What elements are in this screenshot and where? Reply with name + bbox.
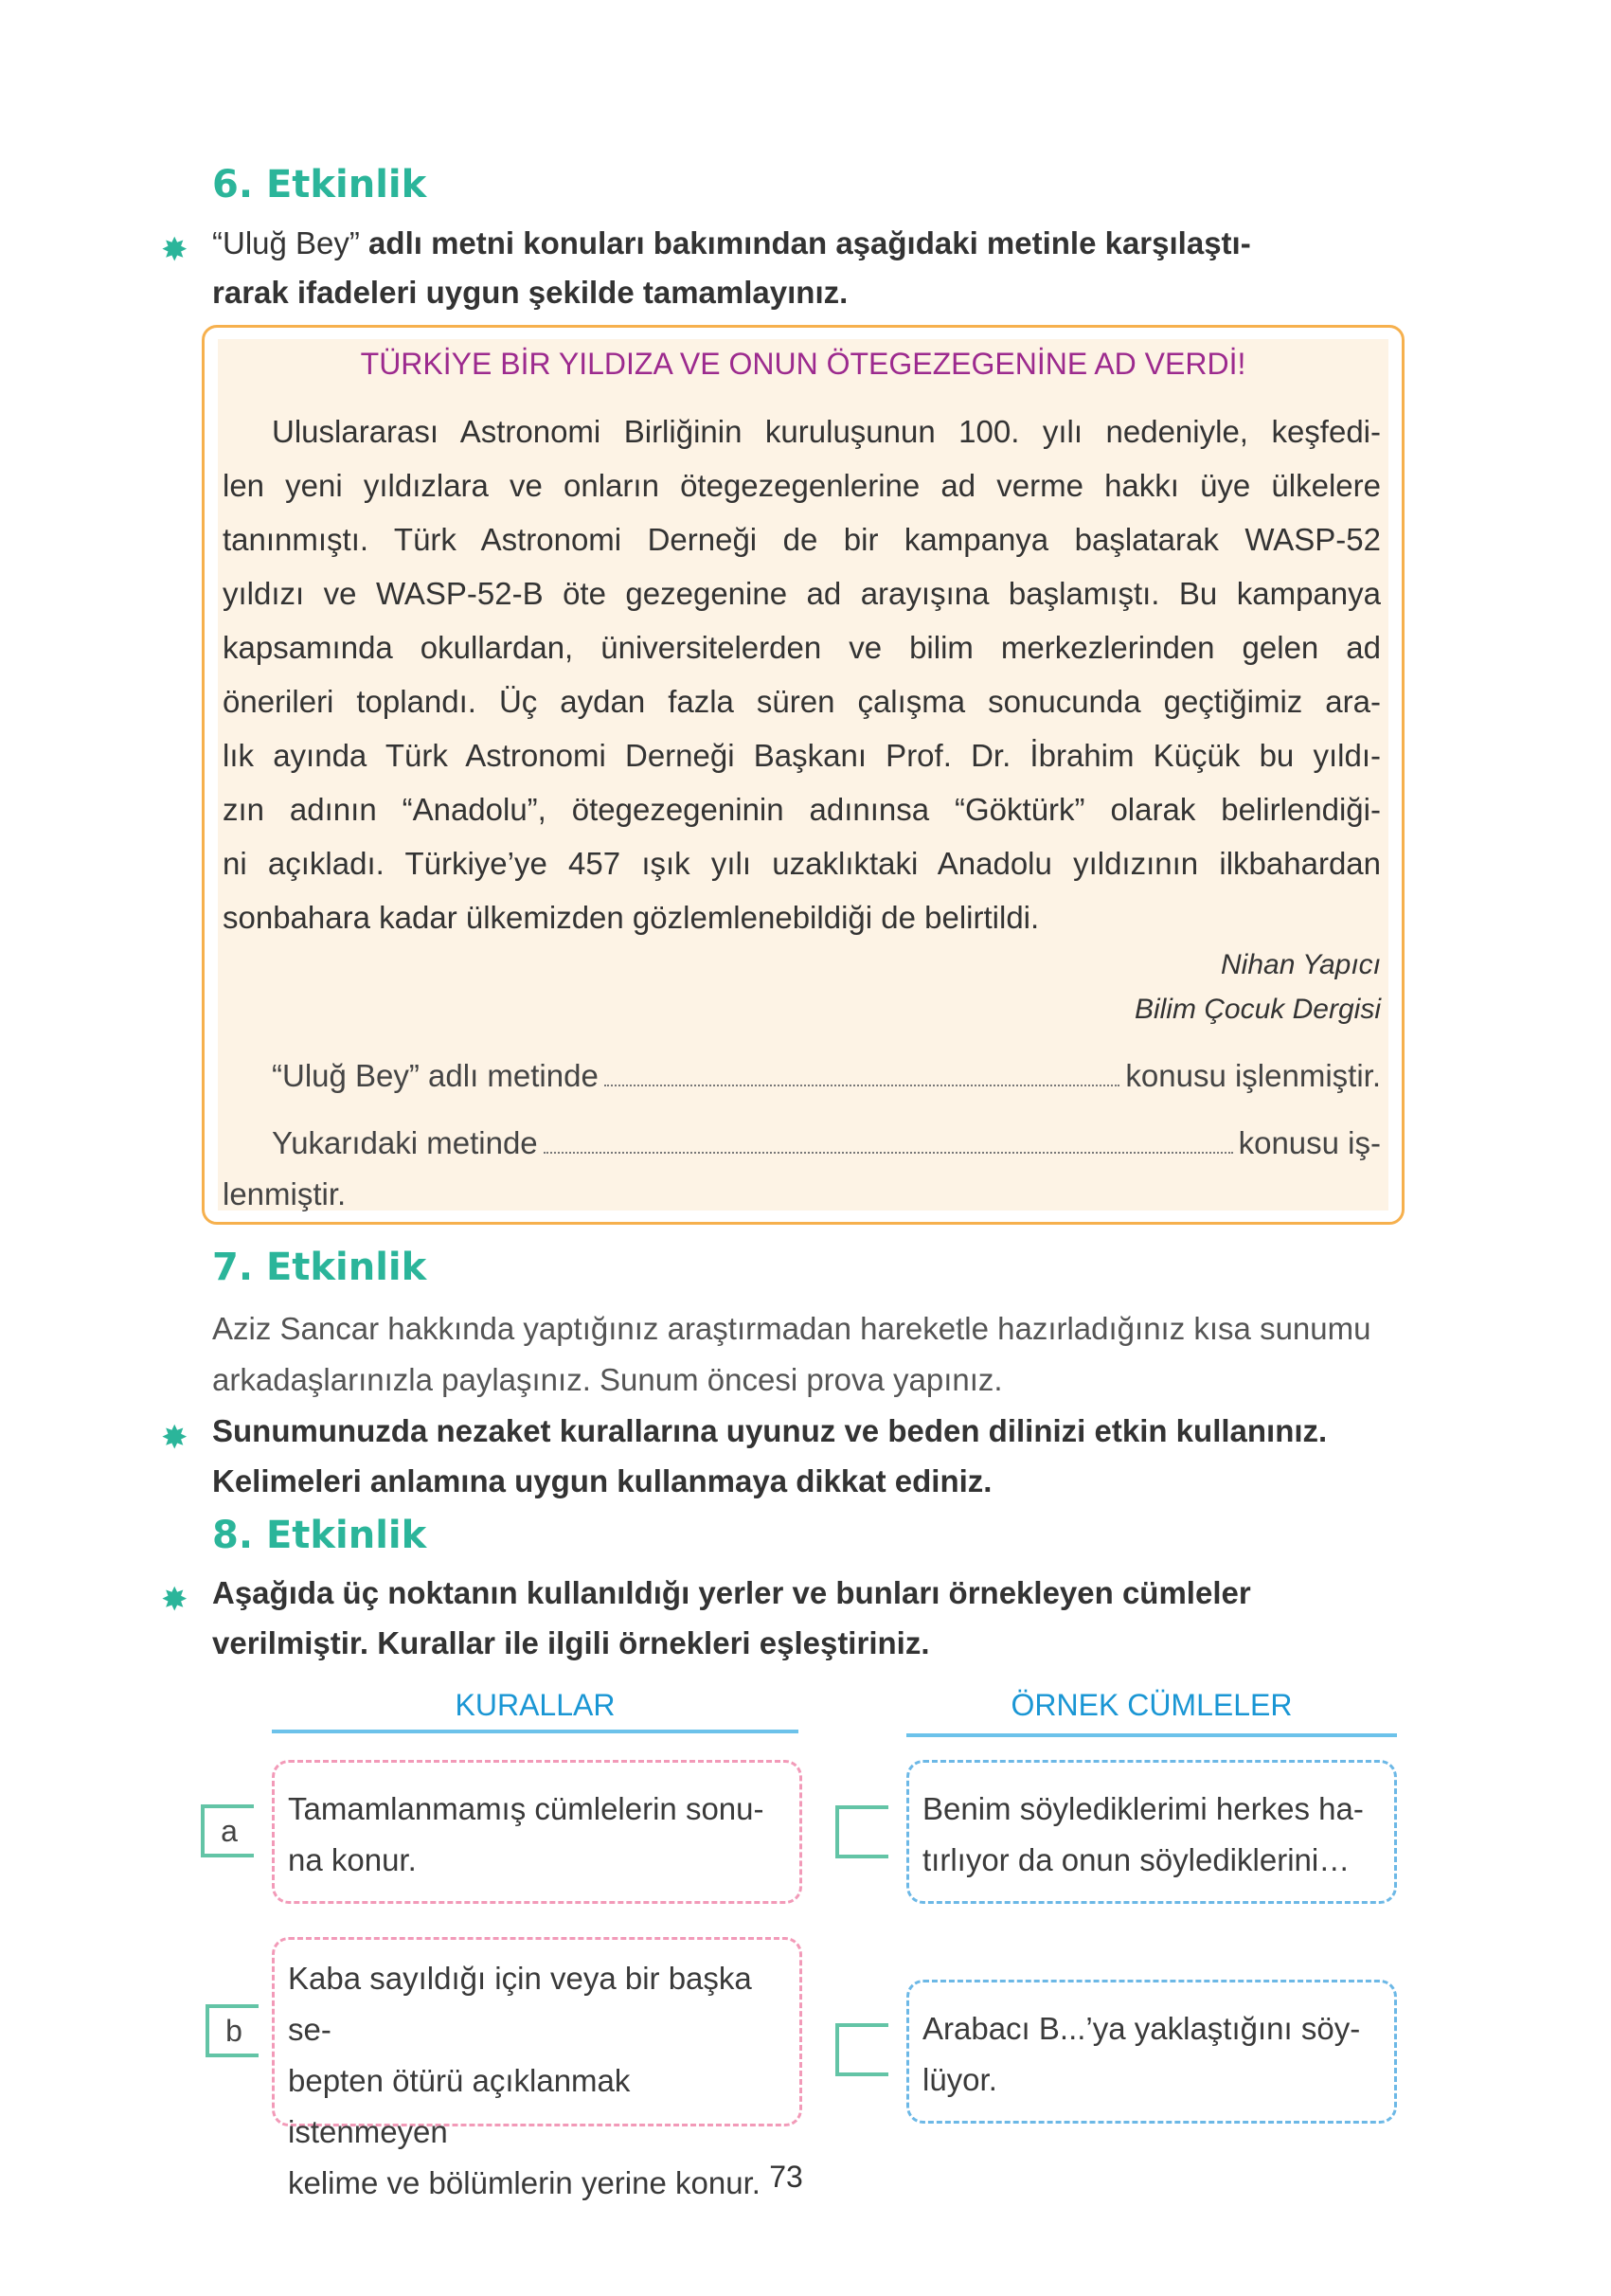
example-box-2 bbox=[906, 1980, 1397, 2124]
article-line: önerileri toplandı. Üç aydan fazla süren çalışma sonucunda geçtiğimiz ara- bbox=[223, 684, 1381, 719]
rule-text: kelime ve bölümlerin yerine konur. bbox=[288, 2165, 761, 2200]
article-author: Nihan Yapıcı bbox=[1221, 949, 1381, 980]
example-box-1 bbox=[906, 1760, 1397, 1904]
article-line: kapsamında okullardan, üniversitelerden ve bilim merkezlerinden gelen ad bbox=[223, 630, 1381, 665]
rule-text: Kaba sayıldığı için veya bir başka se- bbox=[288, 1961, 752, 2047]
fill2-label: Yukarıdaki metinde bbox=[272, 1125, 538, 1160]
article-line: ni açıkladı. Türkiye’ye 457 ışık yılı uzaklıktaki Anadolu yıldızının ilkbahardan bbox=[223, 846, 1381, 881]
rule-letter-a: a bbox=[201, 1804, 254, 1857]
rules-header: KURALLAR bbox=[455, 1688, 616, 1722]
activity7-heading: 7. Etkinlik bbox=[212, 1246, 427, 1289]
rule-text: na konur. bbox=[288, 1842, 417, 1877]
answer-box-example-1[interactable] bbox=[835, 1805, 888, 1858]
rules-header-underline bbox=[272, 1730, 798, 1733]
rule-text: Tamamlanmamış cümlelerin sonu- bbox=[288, 1791, 764, 1826]
activity6-heading: 6. Etkinlik bbox=[212, 163, 427, 206]
star-bullet-icon: ✸ bbox=[161, 1420, 188, 1456]
instruction-quote: “Uluğ Bey” bbox=[212, 225, 360, 260]
article-source: Bilim Çocuk Dergisi bbox=[1134, 994, 1381, 1025]
article-line: zın adının “Anadolu”, ötegezegeninin adınınsa “Göktürk” olarak belirlendiği- bbox=[223, 792, 1381, 827]
activity8-heading: 8. Etkinlik bbox=[212, 1514, 427, 1557]
instruction-text: adlı metni konuları bakımından aşağıdaki metinle karşılaştı- bbox=[359, 225, 1251, 260]
article-title: TÜRKİYE BİR YILDIZA VE ONUN ÖTEGEZEGENİNE AD VERDİ! bbox=[360, 347, 1246, 381]
article-line: sonbahara kadar ülkemizden gözlemlenebildiği de belirtildi. bbox=[223, 900, 1040, 935]
fill-in-2 bbox=[272, 1125, 1381, 1161]
article-line: len yeni yıldızlara ve onların ötegezegenlerine ad verme hakkı üye ülkelere bbox=[223, 468, 1381, 503]
examples-header-underline bbox=[906, 1733, 1397, 1737]
star-bullet-icon: ✸ bbox=[161, 232, 188, 268]
activity7-text-line1: Aziz Sancar hakkında yaptığınız araştırmadan hareketle hazırladığınız kısa sunumu bbox=[212, 1311, 1371, 1346]
example-text: tırlıyor da onun söylediklerini… bbox=[922, 1842, 1351, 1877]
example-text: Benim söylediklerimi herkes ha- bbox=[922, 1791, 1364, 1826]
fill1-suffix: konusu işlenmiştir. bbox=[1125, 1058, 1381, 1093]
answer-box-example-2[interactable] bbox=[835, 2023, 888, 2076]
fill-in-1 bbox=[272, 1058, 1381, 1094]
fill2-suffix: konusu iş- bbox=[1238, 1125, 1381, 1160]
answer-blank-1[interactable] bbox=[604, 1085, 1120, 1086]
page-number: 73 bbox=[769, 2160, 803, 2194]
fill1-label: “Uluğ Bey” adlı metinde bbox=[272, 1058, 599, 1093]
star-bullet-icon: ✸ bbox=[161, 1582, 188, 1618]
examples-header: ÖRNEK CÜMLELER bbox=[1011, 1688, 1293, 1722]
activity7-text-line2: arkadaşlarınızla paylaşınız. Sunum öncesi prova yapınız. bbox=[212, 1362, 1003, 1397]
activity6-instruction-line2: rarak ifadeleri uygun şekilde tamamlayınız. bbox=[212, 275, 849, 310]
rule-letter-b: b bbox=[206, 2004, 259, 2057]
rule-box-a bbox=[272, 1760, 802, 1904]
rule-text: bepten ötürü açıklanmak istenmeyen bbox=[288, 2063, 631, 2149]
activity7-bullet-line1: Sunumunuzda nezaket kurallarına uyunuz ve beden dilinizi etkin kullanınız. bbox=[212, 1413, 1328, 1448]
article-line: lık ayında Türk Astronomi Derneği Başkanı Prof. Dr. İbrahim Küçük bu yıldı- bbox=[223, 738, 1381, 773]
article-line: Uluslararası Astronomi Birliğinin kuruluşunun 100. yılı nedeniyle, keşfedi- bbox=[272, 414, 1381, 449]
article-line: tanınmıştı. Türk Astronomi Derneği de bir kampanya başlatarak WASP-52 bbox=[223, 522, 1381, 557]
activity8-bullet-line2: verilmiştir. Kurallar ile ilgili örnekleri eşleştiriniz. bbox=[212, 1625, 930, 1660]
answer-blank-2[interactable] bbox=[544, 1152, 1233, 1154]
example-text: Arabacı B...’ya yaklaştığını söy- bbox=[922, 2011, 1361, 2046]
fill2-continuation: lenmiştir. bbox=[223, 1176, 347, 1211]
activity6-instruction-line1 bbox=[212, 225, 1251, 261]
example-text: lüyor. bbox=[922, 2062, 997, 2097]
activity7-bullet-line2: Kelimeleri anlamına uygun kullanmaya dikkat ediniz. bbox=[212, 1463, 993, 1498]
article-line: yıldızı ve WASP-52-B öte gezegenine ad arayışına başlamıştı. Bu kampanya bbox=[223, 576, 1381, 611]
activity8-bullet-line1: Aşağıda üç noktanın kullanıldığı yerler ve bunları örnekleyen cümleler bbox=[212, 1575, 1251, 1610]
